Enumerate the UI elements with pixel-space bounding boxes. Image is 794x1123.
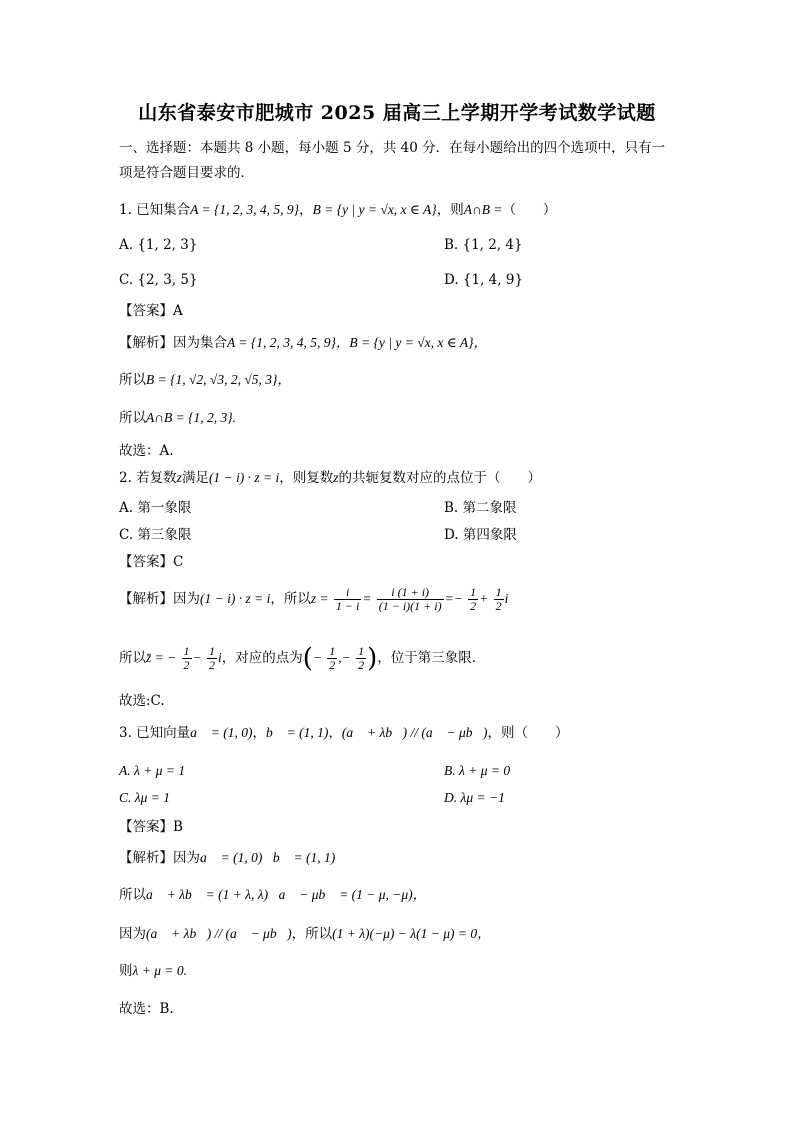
- fraction: $\frac{1}{2}$: [208, 644, 215, 672]
- q1-option-c: C. {2, 3, 5}: [119, 272, 198, 288]
- q1-explanation-1: 【解析】因为集合A = {1, 2, 3, 4, 5, 9}，B = {y | y = √x, x ∈ A}，: [119, 335, 488, 351]
- q1-explanation-3: 所以A∩B = {1, 2, 3}.: [119, 410, 237, 426]
- q3-option-c: C. λμ = 1: [119, 790, 170, 805]
- section-header: 一、选择题：本题共 8 小题，每小题 5 分，共 40 分．在每小题给出的四个选项中，只有一: [119, 140, 666, 156]
- q1-option-d: D. {1, 4, 9}: [444, 272, 524, 288]
- q3-explanation-4: 则λ + μ = 0.: [119, 963, 187, 979]
- q2-option-c: C. 第三象限: [119, 527, 192, 543]
- q3-answer: 【答案】B: [119, 819, 183, 835]
- q3-explanation-3: 因为(a⃗ + λb⃗) // (a⃗ − μb⃗)，所以(1 + λ)(−μ) − λ(1 − μ) = 0，: [119, 926, 491, 942]
- q1-stem: 1. 已知集合A = {1, 2, 3, 4, 5, 9}，B = {y | y = √x, x ∈ A}，则A∩B =（ ）: [119, 202, 557, 218]
- q2-option-a: A. 第一象限: [119, 500, 192, 516]
- q1-option-a: A. {1, 2, 3}: [119, 237, 198, 253]
- fraction: $\frac{1}{2}$: [358, 644, 365, 672]
- section-header-cont: 项是符合题目要求的．: [119, 165, 254, 181]
- q1-answer: 【答案】A: [119, 303, 183, 319]
- q2-option-d: D. 第四象限: [444, 527, 517, 543]
- fraction: $\frac{1}{2}$: [470, 585, 477, 613]
- q3-stem: 3. 已知向量a⃗ = (1, 0)，b⃗ = (1, 1)，(a⃗ + λb⃗) // (a⃗ − μb⃗)，则（ ）: [119, 725, 569, 741]
- q1-conclusion: 故选：A.: [119, 443, 174, 459]
- q2-answer: 【答案】C: [119, 554, 184, 570]
- q2-option-b: B. 第二象限: [444, 500, 517, 516]
- fraction: $\frac{1}{2}$: [183, 644, 190, 672]
- q3-option-b: B. λ + μ = 0: [444, 763, 511, 778]
- q3-conclusion: 故选：B.: [119, 1001, 174, 1017]
- q2-stem: 2. 若复数z满足(1 − i) · z = i，则复数z的共轭复数对应的点位于（ ）: [119, 470, 542, 486]
- q1-explanation-2: 所以B = {1, √2, √3, 2, √5, 3}，: [119, 372, 291, 388]
- fraction: $\frac{i}{1 - i}$: [335, 585, 360, 613]
- q2-explanation-2: 所以z̄ = − $\frac{1}{2}$ − $\frac{1}{2}$ i，对应的点为(− $\frac{1}{2}$ ,− $\frac{1}{2}$ )，位于第三象限.: [119, 643, 477, 674]
- q1-option-b: B. {1, 2, 4}: [444, 237, 523, 253]
- q3-explanation-2: 所以a⃗ + λb⃗ = (1 + λ, λ)，a⃗ − μb⃗ = (1 − μ, −μ)，: [119, 887, 427, 903]
- q3-option-a: A. λ + μ = 1: [119, 763, 186, 778]
- fraction: $\frac{1}{2}$: [329, 644, 336, 672]
- q3-option-d: D. λμ = −1: [444, 790, 505, 805]
- q2-explanation-1: 【解析】因为(1 − i) · z = i，所以z = $\frac{i}{1 - i}$ = $\frac{i (1 + i)}{(1 - i)(1 + i)}$ =− $\frac{1}{2}$ + $\frac{1}{2}$ i: [119, 585, 509, 613]
- fraction: $\frac{i (1 + i)}{(1 - i)(1 + i)}$: [378, 585, 442, 613]
- q3-explanation-1: 【解析】因为a⃗ = (1, 0)，b⃗ = (1, 1)，: [119, 850, 346, 866]
- page-title: 山东省泰安市肥城市 2025 届高三上学期开学考试数学试题: [138, 102, 656, 124]
- fraction: $\frac{1}{2}$: [495, 585, 502, 613]
- q2-conclusion: 故选:C.: [119, 693, 165, 709]
